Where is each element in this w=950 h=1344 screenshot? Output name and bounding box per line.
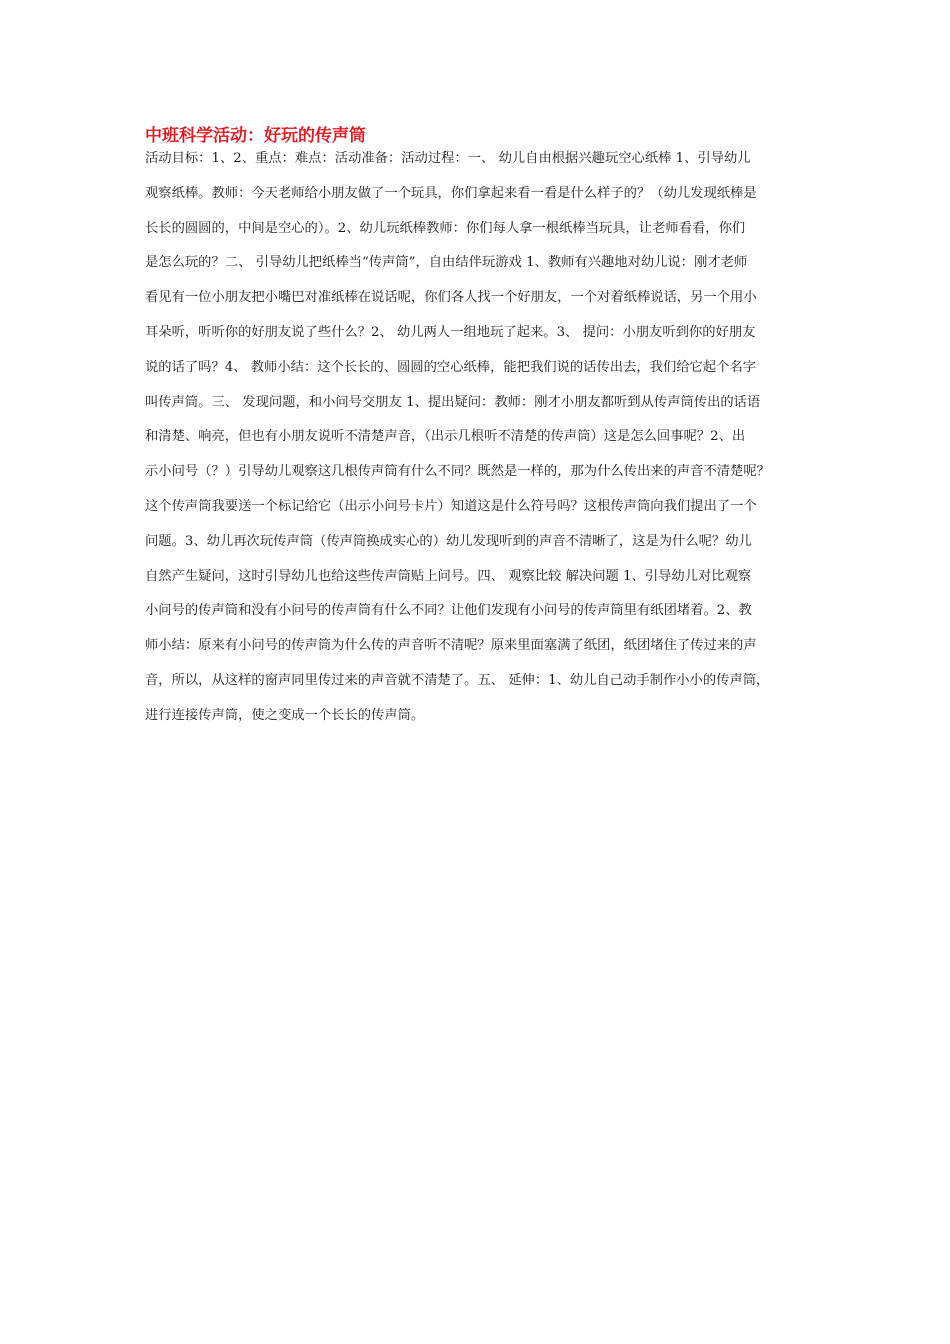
paragraph-line: 活动目标：1、2、重点：难点：活动准备：活动过程：一、 幼儿自由根据兴趣玩空心纸棒 1、引导幼儿 [145, 151, 751, 166]
document-title: 中班科学活动：好玩的传声筒 [145, 126, 366, 146]
paragraph-line: 长长的圆圆的，中间是空心的）。2、幼儿玩纸棒教师：你们每人拿一根纸棒当玩具，让老师看看，你们 [145, 220, 746, 236]
paragraph-line: 耳朵听，听听你的好朋友说了些什么？2、 幼儿两人一组地玩了起来。3、 提问：小朋友听到你的好朋友 [145, 324, 756, 340]
document-paragraph [145, 149, 830, 741]
paragraph-line: 自然产生疑问，这时引导幼儿也给这些传声筒贴上问号。四、 观察比较 解决问题 1、引导幼儿对比观察 [145, 568, 752, 584]
paragraph-line: 进行连接传声筒，使之变成一个长长的传声筒。 [145, 707, 425, 723]
paragraph-line: 是怎么玩的？二、 引导幼儿把纸棒当“传声筒”，自由结伴玩游戏 1、教师有兴趣地对幼儿说：刚才老师 [145, 255, 748, 271]
paragraph-line: 示小问号（？）引导幼儿观察这几根传声筒有什么不同？既然是一样的，那为什么传出来的声音不清楚呢？ [145, 464, 770, 480]
paragraph-line: 说的话了吗？4、 教师小结：这个长长的、圆圆的空心纸棒，能把我们说的话传出去，我们给它起个名字 [145, 359, 757, 375]
paragraph-line: 小问号的传声筒和没有小问号的传声筒有什么不同？让他们发现有小问号的传声筒里有纸团堵着。2、教 [145, 603, 752, 619]
paragraph-line: 师小结：原来有小问号的传声筒为什么传的声音听不清呢？原来里面塞满了纸团，纸团堵住了传过来的声 [145, 638, 757, 654]
paragraph-line: 问题。3、幼儿再次玩传声筒（传声筒换成实心的）幼儿发现听到的声音不清晰了，这是为什么呢？幼儿 [145, 533, 752, 549]
paragraph-line: 音，所以，从这样的窗声同里传过来的声音就不清楚了。五、 延伸：1、幼儿自己动手制作小小的传声筒， [145, 672, 770, 688]
document-body [145, 123, 830, 741]
paragraph-line: 观察纸棒。教师：今天老师给小朋友做了一个玩具，你们拿起来看一看是什么样子的？（幼儿发现纸棒是 [145, 185, 757, 201]
paragraph-line: 叫传声筒。三、 发现问题，和小问号交朋友 1、提出疑问：教师：刚才小朋友都听到从传声筒传出的话语 [145, 394, 761, 410]
paragraph-line: 和清楚、响亮，但也有小朋友说听不清楚声音，（出示几根听不清楚的传声筒）这是怎么回事呢？2、出 [145, 429, 746, 445]
paragraph-line: 看见有一位小朋友把小嘴巴对准纸棒在说话呢，你们各人找一个好朋友，一个对着纸棒说话，另一个用小 [145, 290, 757, 306]
paragraph-line: 这个传声筒我要送一个标记给它（出示小问号卡片）知道这是什么符号吗？这根传声筒向我们提出了一个 [145, 498, 757, 514]
